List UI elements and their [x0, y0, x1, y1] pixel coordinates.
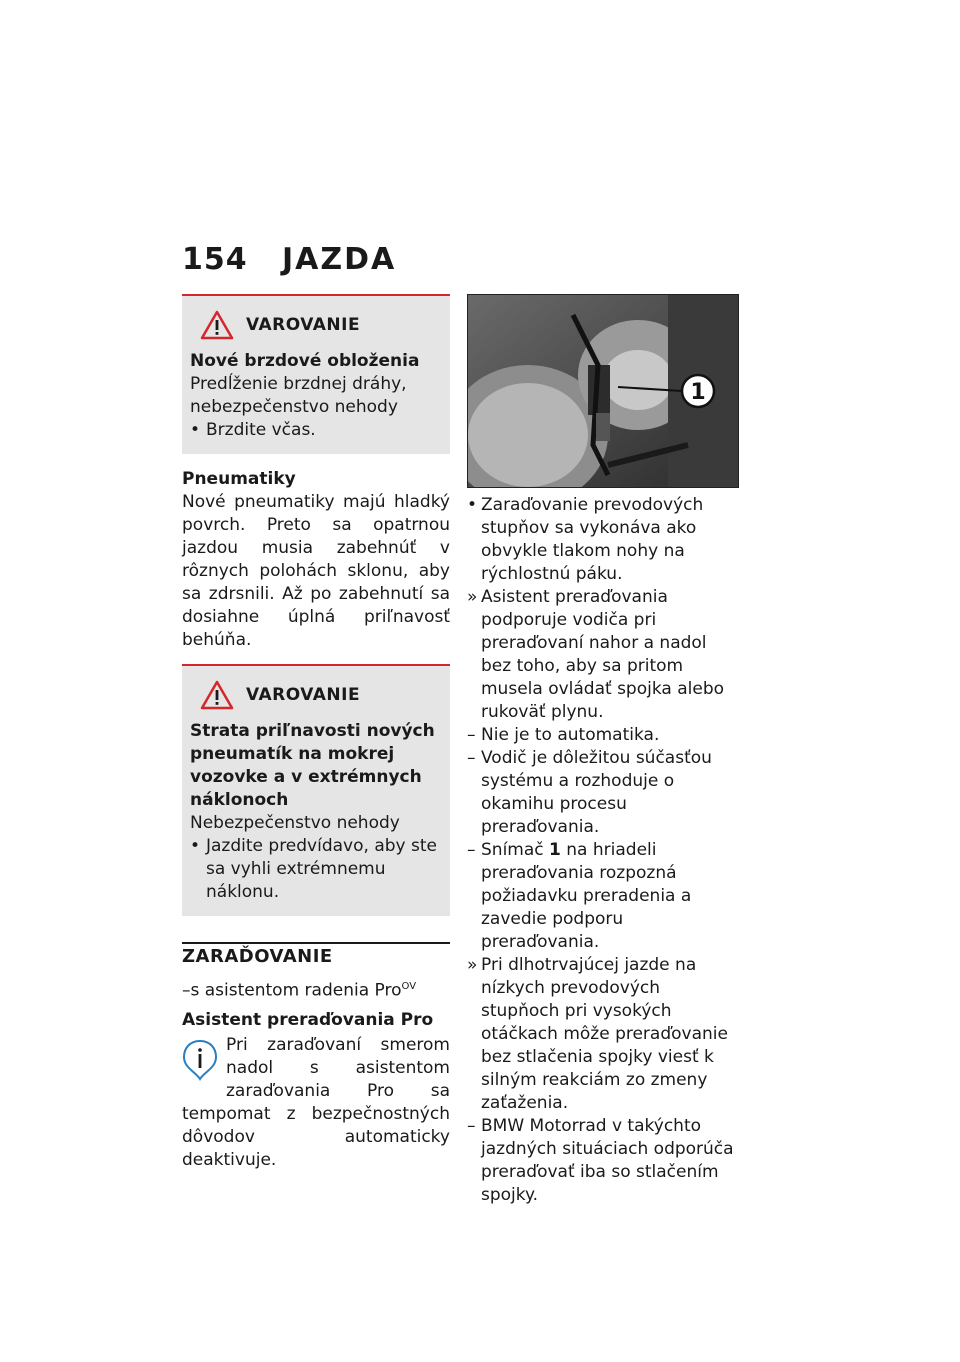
shifting-list [467, 494, 739, 1207]
warning-label: VAROVANIE [246, 685, 361, 705]
list-item: » Asistent preraďovania podporuje vodiča pri preraďovaní nahor a nadol bez toho, aby sa pritom musela ovládať spojka alebo rukoväť plynu. [467, 587, 725, 722]
info-note [182, 1034, 450, 1172]
list-item: – Snímač 1 na hriadeli preraďovania rozpozná požiadavku preradenia a zavedie podporu preraďovania. [467, 840, 692, 952]
warning-box-tires [182, 664, 450, 916]
info-icon [180, 1038, 220, 1082]
option-note: –s asistentom radenia Pro$^{OV}$ [182, 980, 417, 1001]
page-number: 154 [182, 242, 248, 277]
tires-text: Nové pneumatiky majú hladký povrch. Preto sa opatrnou jazdou musia zabehnúť v rôznych polohách sklonu, aby sa zdrsnili. Až po zabehnutí sa dosiahne úplná priľnavosť behúňa. [182, 492, 450, 650]
list-item: – BMW Motorrad v takýchto jazdných situáciach odporúča preraďovať iba so stlačením spojky. [467, 1116, 734, 1205]
shift-sensor-photo [467, 294, 739, 488]
list-item: – Nie je to automatika. [467, 725, 660, 745]
list-item: » Pri dlhotrvajúcej jazde na nízkych prevodových stupňoch pri vysokých otáčkach môže preraďovanie bez stlačenia spojky viesť k silným reakciám zo zmeny zaťaženia. [467, 955, 728, 1113]
engine-illustration [468, 295, 739, 488]
warning-title: Nové brzdové obloženia [190, 351, 420, 371]
warning-box-brakes [182, 294, 450, 454]
warning-text: Predĺženie brzdnej dráhy, nebezpečenstvo nehody [190, 374, 407, 417]
warning-triangle-icon [200, 310, 234, 340]
warning-triangle-icon [200, 680, 234, 710]
info-text: Pri zaraďovaní smerom nadol s asistentom zaraďovania Pro sa tempomat z bezpečnostných dôvodov automaticky deaktivuje. [182, 1034, 450, 1170]
page-title: JAZDA [282, 242, 397, 277]
warning-label: VAROVANIE [246, 315, 361, 335]
warning-bullet: • Brzdite včas. [190, 420, 316, 440]
list-item: • Zaraďovanie prevodových stupňov sa vykonáva ako obvykle tlakom nohy na rýchlostnú páku. [467, 495, 704, 584]
warning-title: Strata priľnavosti nových pneumatík na mokrej vozovke a v extrémnych náklonoch [190, 721, 435, 810]
subheading: Asistent preraďovania Pro [182, 1009, 434, 1030]
tires-heading: Pneumatiky [182, 469, 296, 489]
right-column [467, 294, 739, 1207]
section-heading: ZARAĎOVANIE [182, 942, 450, 967]
list-item: – Vodič je dôležitou súčasťou systému a rozhoduje o okamihu procesu preraďovania. [467, 748, 712, 837]
left-column [182, 294, 450, 1172]
callout-label: 1 [690, 380, 706, 405]
warning-bullet: • Jazdite predvídavo, aby ste sa vyhli extrémnemu náklonu. [190, 836, 437, 902]
warning-text: Nebezpečenstvo nehody [190, 813, 400, 833]
